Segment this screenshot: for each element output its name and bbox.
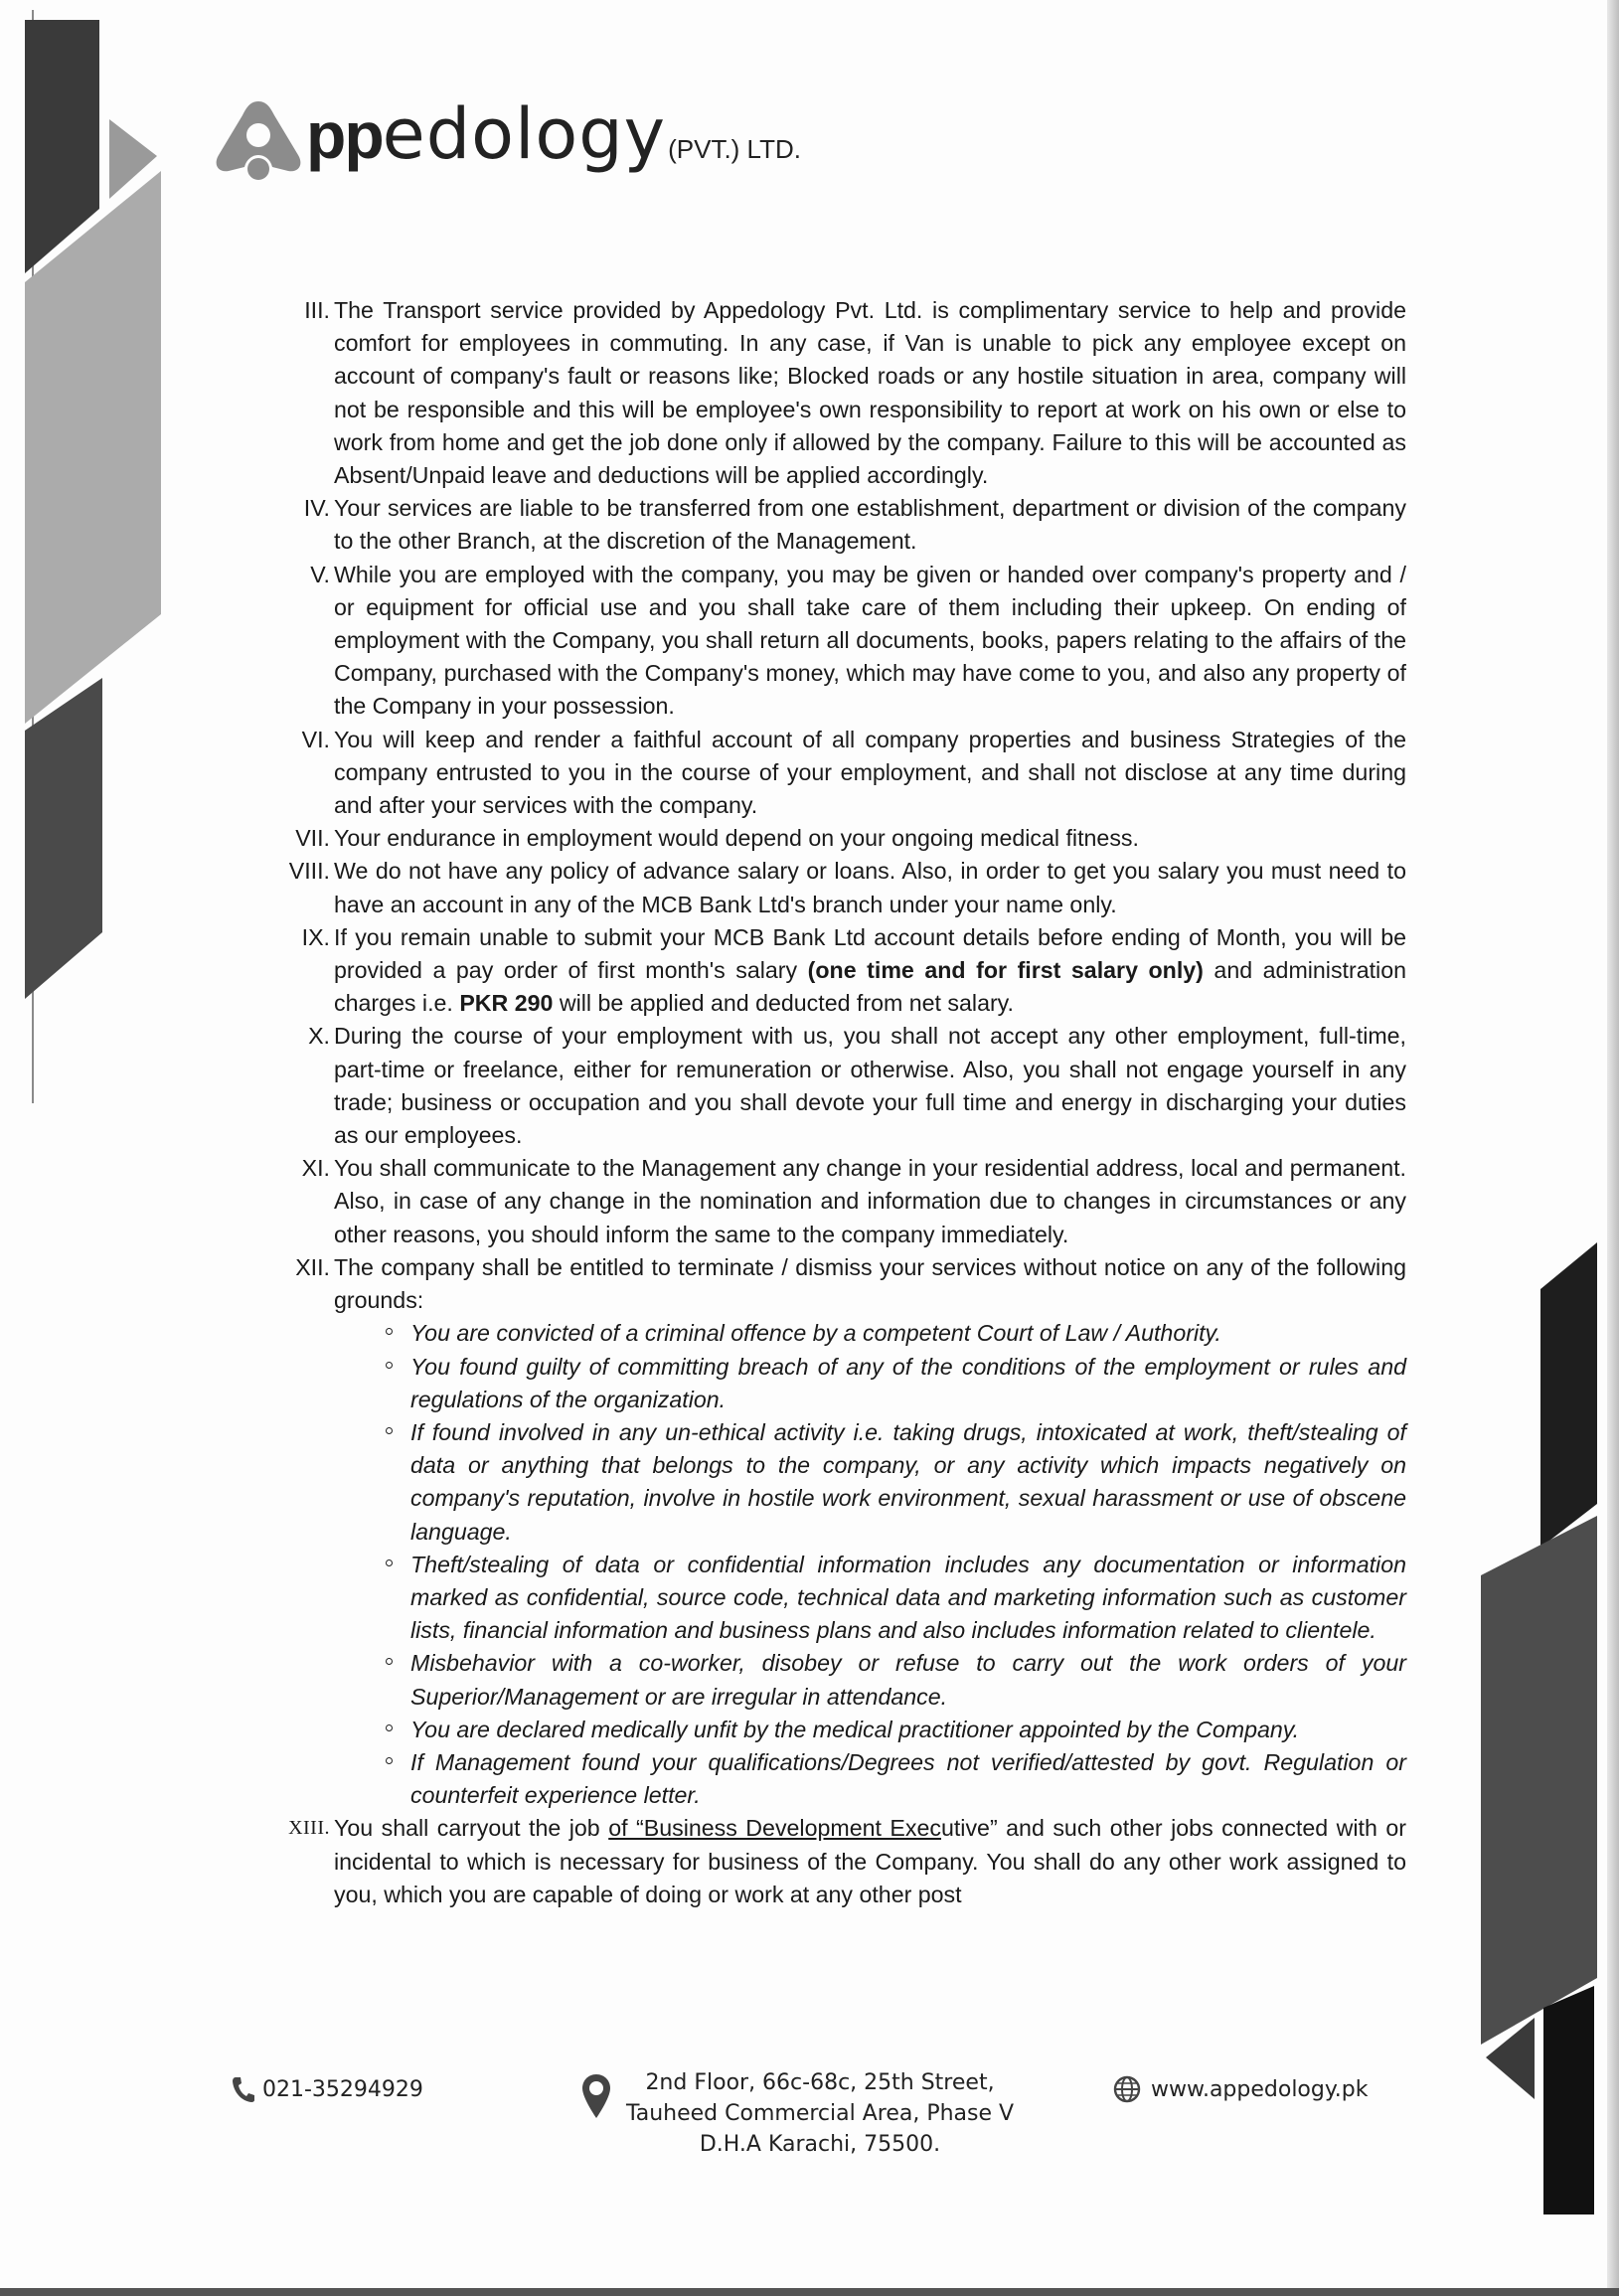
right-dark-bar-top [1540, 1242, 1597, 1548]
ground-text: You are declared medically unfit by the medical practitioner appointed by the Company. [410, 1716, 1300, 1742]
clause-text: The company shall be entitled to terminate / dismiss your services without notice on any of the following grounds: [334, 1253, 1406, 1314]
ground-item [410, 1746, 1406, 1812]
clause-text: Your services are liable to be transferred from one establishment, department or division of the company to the other Branch, at the discretion of the Management. [334, 495, 1406, 555]
clause-number: VII. [295, 825, 330, 852]
right-dark-bar-bottom [1543, 1986, 1594, 2214]
footer-address [571, 2067, 1068, 2160]
clause-text: While you are employed with the company, you may be given or handed over company's property and / or equipment for official use and you shall take care of them including their upkeep. On ending of employment with the Company, you shall return all documents, books, papers relating to the affairs of the Company, purchased with the Company's money, which may have come to you, and also any property of the Company in your possession. [334, 561, 1406, 720]
clause-number: IV. [303, 495, 330, 522]
left-gray-bar [25, 171, 161, 724]
clause-text: You will keep and render a faithful account of all company properties and business Strategies of the company entrusted to you in the course of your employment, and shall not disclose at any time during and after your services with the company. [334, 726, 1406, 819]
clause-vii [253, 822, 1406, 855]
bullet-icon [386, 1757, 393, 1764]
terms-list [253, 294, 1406, 1911]
company-logo [211, 93, 801, 181]
clause-text: and administration charges i.e. [334, 957, 1406, 1017]
address-line: Tauheed Commercial Area, Phase V [625, 2101, 1015, 2126]
ground-item [410, 1714, 1406, 1746]
clause-bold-text: (one time and for first salary only) [807, 957, 1204, 984]
footer-website [1113, 2075, 1368, 2103]
clause-text: You shall carryout the job [334, 1815, 609, 1842]
ground-text: If Management found your qualifications/Degrees not verified/attested by govt. Regulation or counterfeit experience letter. [410, 1748, 1406, 1809]
address-line: D.H.A Karachi, 75500. [699, 2132, 941, 2157]
clause-text: You shall communicate to the Management any change in your residential address, local and permanent. Also, in case of any change in the nomination and information due to changes in circumstances or any other reasons, you should inform the same to the company immediately. [334, 1155, 1406, 1247]
admin-charge-amount: PKR 290 [459, 990, 554, 1017]
ground-text: You are convicted of a criminal offence by a competent Court of Law / Authority. [410, 1320, 1221, 1347]
left-triangle [109, 119, 157, 199]
clause-x [253, 1020, 1406, 1152]
termination-grounds-list [253, 1317, 1406, 1812]
logo-edology: edology [382, 93, 667, 175]
bullet-icon [386, 1724, 393, 1731]
clause-iv [253, 492, 1406, 558]
clause-vi [253, 724, 1406, 823]
bullet-icon [386, 1427, 393, 1434]
logo-wordmark [306, 93, 801, 175]
job-title: of “Business Development Exec [608, 1815, 941, 1842]
ground-text: Misbehavior with a co-worker, disobey or refuse to carry out the work orders of your Superior/Management or are irregular in attendance. [410, 1650, 1406, 1710]
logo-suffix: (PVT.) LTD. [668, 134, 801, 164]
clause-number: VIII. [288, 858, 330, 885]
left-dark-bar-bottom [25, 678, 102, 999]
right-triangle [1486, 2018, 1535, 2099]
bullet-icon [386, 1362, 393, 1369]
scan-edge-right [1607, 0, 1619, 2296]
ground-item [410, 1416, 1406, 1549]
clause-text: We do not have any policy of advance salary or loans. Also, in order to get you salary you must need to have an account in any of the MCB Bank Ltd's branch under your name only. [334, 858, 1406, 917]
globe-icon [1113, 2075, 1141, 2103]
clause-text: During the course of your employment with us, you shall not accept any other employment, full-time, part-time or freelance, either for remuneration or otherwise. Also, you shall not engage yourself in any trade; business or occupation and you shall devote your full time and energy in discharging your duties as our employees. [334, 1023, 1406, 1149]
ground-item [410, 1351, 1406, 1416]
ground-text: If found involved in any un-ethical activity i.e. taking drugs, intoxicated at work, theft/stealing of data or anything that belongs to the company, or any activity which impacts negatively on company's reputation, involve in hostile work environment, sexual harassment or use of obscene language. [410, 1418, 1406, 1545]
clause-number: XIII. [288, 1817, 330, 1840]
phone-number: 021-35294929 [262, 2076, 423, 2102]
clause-text: utive” and such other jobs connected with or incidental to which is necessary for business of the Company. You shall do any other work assigned to you, which you are capable of doing or work at any other post [334, 1815, 1406, 1907]
left-dark-bar-top [25, 20, 99, 273]
address-line: 2nd Floor, 66c-68c, 25th Street, [645, 2070, 995, 2095]
ground-item [410, 1647, 1406, 1713]
phone-icon [231, 2075, 256, 2103]
clause-number: XI. [301, 1155, 330, 1182]
clause-xii [253, 1251, 1406, 1317]
bullet-icon [386, 1559, 393, 1566]
clause-ix [253, 921, 1406, 1021]
clause-viii [253, 855, 1406, 920]
clause-number: X. [308, 1023, 330, 1050]
clause-xi [253, 1152, 1406, 1251]
clause-text: Your endurance in employment would depend on your ongoing medical fitness. [334, 825, 1139, 852]
bullet-icon [386, 1658, 393, 1665]
website-link[interactable]: www.appedology.pk [1151, 2076, 1369, 2102]
clause-xiii [253, 1812, 1406, 1911]
clause-number: III. [304, 297, 330, 323]
clause-v [253, 559, 1406, 724]
clause-number: V. [310, 561, 330, 587]
scan-edge-bottom [0, 2288, 1619, 2296]
logo-a-icon [211, 97, 306, 181]
clause-text: The Transport service provided by Appedology Pvt. Ltd. is complimentary service to help and provide comfort for employees in commuting. In any case, if Van is unable to pick any employee except on account of company's fault or reasons like; Blocked roads or any hostile situation in area, company will not be responsible and this will be employee's own responsibility to report at work on his own or else to work from home and get the job done only if allowed by the company. Failure to this will be accounted as Absent/Unpaid leave and deductions will be applied accordingly. [334, 297, 1406, 489]
clause-number: IX. [301, 923, 330, 950]
clause-text: will be applied and deducted from net salary. [553, 990, 1014, 1017]
ground-item [410, 1317, 1406, 1350]
ground-text: Theft/stealing of data or confidential information includes any documentation or information marked as confidential, source code, technical data and marketing information such as customer lists, financial information and business plans and also includes information related to clientele. [410, 1551, 1406, 1644]
clause-text: If you remain unable to submit your MCB Bank Ltd account details before ending of Month, you will be provided a pay order of first month's salary [334, 923, 1406, 984]
logo-pp: pp [306, 98, 383, 172]
clause-iii [253, 294, 1406, 492]
bullet-icon [386, 1328, 393, 1335]
footer-phone [231, 2075, 423, 2103]
clause-number: XII. [295, 1253, 330, 1280]
ground-text: You found guilty of committing breach of any of the conditions of the employment or rules and regulations of the organization. [410, 1353, 1406, 1412]
right-gray-bar [1481, 1516, 1597, 2045]
ground-item [410, 1549, 1406, 1648]
clause-number: VI. [301, 726, 330, 752]
